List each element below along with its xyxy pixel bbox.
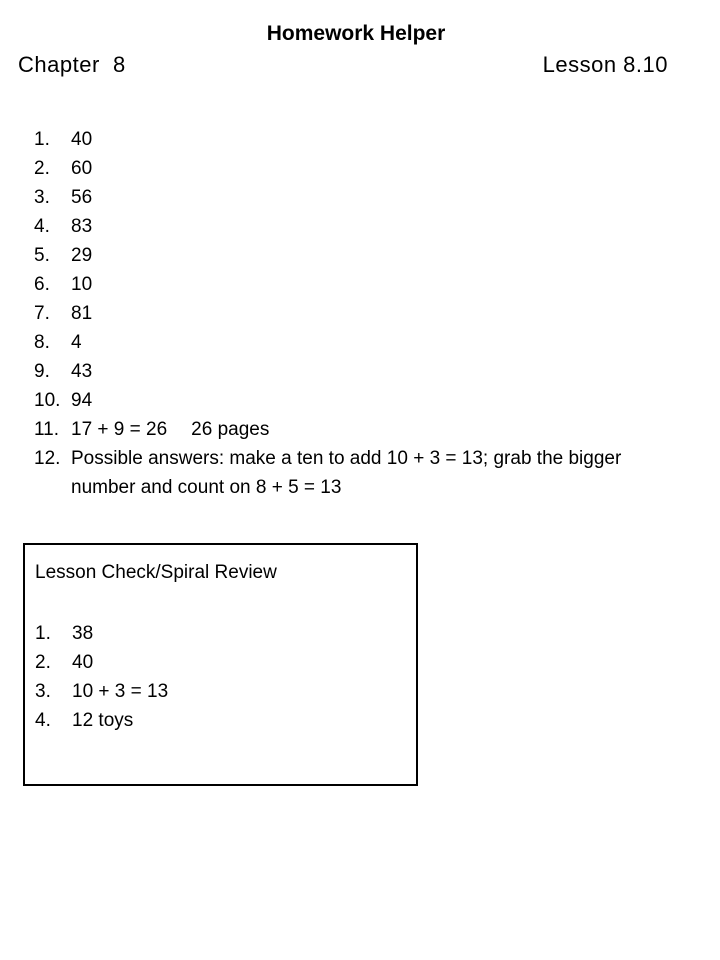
review-text: 38 — [72, 623, 94, 644]
answer-number: 10. — [34, 390, 61, 411]
answer-item — [34, 270, 674, 299]
page-title: Homework Helper — [266, 22, 446, 45]
answer-text: 83 — [71, 216, 93, 237]
answer-text: 60 — [71, 158, 93, 179]
answer-number: 12. — [34, 448, 61, 469]
review-number: 3. — [35, 681, 51, 702]
review-number: 2. — [35, 652, 51, 673]
answer-text: 43 — [71, 361, 93, 382]
answer-item — [34, 125, 674, 154]
review-item — [35, 677, 168, 706]
review-item — [35, 619, 168, 648]
chapter-label: Chapter 8 — [18, 52, 126, 77]
answer-number: 5. — [34, 245, 50, 266]
answer-item — [34, 183, 674, 212]
review-text: 10 + 3 = 13 — [72, 681, 169, 702]
answer-item — [34, 212, 674, 241]
answer-text: 17 + 9 = 26 — [71, 419, 168, 440]
answer-number: 6. — [34, 274, 50, 295]
review-number: 1. — [35, 623, 51, 644]
answer-number: 2. — [34, 158, 50, 179]
answer-text: 10 — [71, 274, 93, 295]
answer-number: 11. — [34, 419, 60, 440]
review-number: 4. — [35, 710, 51, 731]
answer-text: 40 — [71, 129, 93, 150]
answer-number: 9. — [34, 361, 50, 382]
answer-item — [34, 357, 674, 386]
review-item — [35, 706, 168, 735]
lesson-label: Lesson 8.10 — [542, 52, 668, 77]
answer-text: 4 — [71, 332, 82, 353]
answer-number: 1. — [34, 129, 50, 150]
answer-text: 94 — [71, 390, 93, 411]
answer-text: 56 — [71, 187, 93, 208]
answer-item — [34, 328, 674, 357]
review-text: 12 toys — [72, 710, 134, 731]
answer-item — [34, 299, 674, 328]
lesson-check-box — [23, 543, 418, 786]
review-text: 40 — [72, 652, 94, 673]
answer-item — [34, 154, 674, 183]
answer-number: 4. — [34, 216, 50, 237]
answer-number: 8. — [34, 332, 50, 353]
answer-list — [34, 125, 674, 502]
answer-text: 81 — [71, 303, 93, 324]
answer-extra: 26 pages — [191, 419, 270, 440]
answer-number: 3. — [34, 187, 50, 208]
answer-text: 29 — [71, 245, 93, 266]
answer-number: 7. — [34, 303, 50, 324]
answer-item — [34, 386, 674, 415]
review-list — [35, 619, 168, 735]
answer-item — [34, 444, 674, 502]
answer-text: Possible answers: make a ten to add 10 + 3 = 13; grab the bigger number and count on 8 + 5 = 13 — [71, 448, 622, 498]
review-title: Lesson Check/Spiral Review — [35, 562, 277, 583]
answer-item — [34, 415, 674, 444]
answer-item — [34, 241, 674, 270]
review-item — [35, 648, 168, 677]
